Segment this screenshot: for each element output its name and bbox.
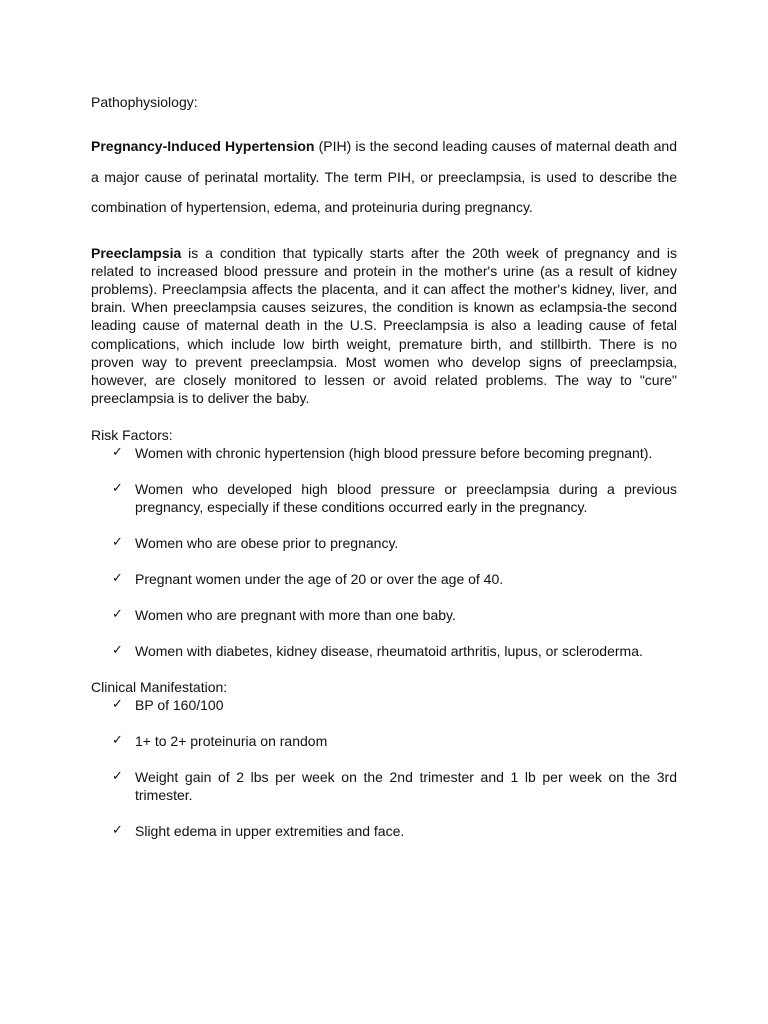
list-item xyxy=(91,822,677,840)
check-icon: ✓ xyxy=(112,643,123,659)
check-icon: ✓ xyxy=(112,481,123,497)
preeclampsia-paragraph xyxy=(91,244,677,408)
pathophysiology-heading: Pathophysiology: xyxy=(91,94,198,110)
preeclampsia-term: Preeclampsia xyxy=(91,244,182,261)
list-item xyxy=(91,444,677,462)
list-item-text: 1+ to 2+ proteinuria on random xyxy=(135,733,328,750)
check-icon: ✓ xyxy=(112,607,123,623)
pih-paragraph xyxy=(91,131,677,223)
list-item-text: Slight edema in upper extremities and face. xyxy=(135,823,405,840)
risk-factors-heading: Risk Factors: xyxy=(91,427,173,444)
clinical-manifestation-list xyxy=(91,696,677,840)
check-icon: ✓ xyxy=(112,445,123,461)
list-item xyxy=(91,606,677,624)
list-item-text: Women with diabetes, kidney disease, rheumatoid arthritis, lupus, or scleroderma. xyxy=(135,643,643,660)
list-item-text: Women who are pregnant with more than one baby. xyxy=(135,607,456,624)
clinical-manifestation-heading: Clinical Manifestation: xyxy=(91,679,228,696)
list-item xyxy=(91,642,677,660)
list-item-text: Weight gain of 2 lbs per week on the 2nd trimester and 1 lb per week on the 3rd trimester. xyxy=(135,769,677,804)
check-icon: ✓ xyxy=(112,733,123,749)
list-item-text: Women who are obese prior to pregnancy. xyxy=(135,535,399,552)
list-item-text: Pregnant women under the age of 20 or over the age of 40. xyxy=(135,571,504,588)
list-item xyxy=(91,570,677,588)
check-icon: ✓ xyxy=(112,535,123,551)
list-item xyxy=(91,768,677,804)
preeclampsia-text: is a condition that typically starts after the 20th week of pregnancy and is related to increased blood pressure and protein in the mother's urine (as a result of kidney problems). Preeclampsia affects the placenta, and it can affect the mother's kidney, liver, and brain. When preeclampsia causes seizures, the condition is known as eclampsia-the second leading cause of maternal death in the U.S. Preeclampsia is also a leading cause of fetal complications, which include low birth weight, premature birth, and stillbirth. There is no proven way to prevent preeclampsia. Most women who develop signs of preeclampsia, however, are closely monitored to lessen or avoid related problems. The way to "cure" preeclampsia is to deliver the baby. xyxy=(91,244,677,407)
pih-term: Pregnancy-Induced Hypertension xyxy=(91,138,315,154)
list-item xyxy=(91,732,677,750)
list-item xyxy=(91,696,677,714)
list-item xyxy=(91,534,677,552)
check-icon: ✓ xyxy=(112,823,123,839)
list-item-text: Women who developed high blood pressure or preeclampsia during a previous pregnancy, especially if these conditions occurred early in the pregnancy. xyxy=(135,481,677,516)
check-icon: ✓ xyxy=(112,697,123,713)
list-item-text: Women with chronic hypertension (high blood pressure before becoming pregnant). xyxy=(135,445,653,462)
check-icon: ✓ xyxy=(112,571,123,587)
list-item xyxy=(91,480,677,516)
pih-text: (PIH) is the second leading causes of maternal death and a major cause of perinatal mortality. The term PIH, or preeclampsia, is used to describe the combination of hypertension, edema, and proteinuria during pregnancy. xyxy=(91,138,677,215)
check-icon: ✓ xyxy=(112,769,123,785)
risk-factors-list xyxy=(91,444,677,660)
list-item-text: BP of 160/100 xyxy=(135,697,224,714)
